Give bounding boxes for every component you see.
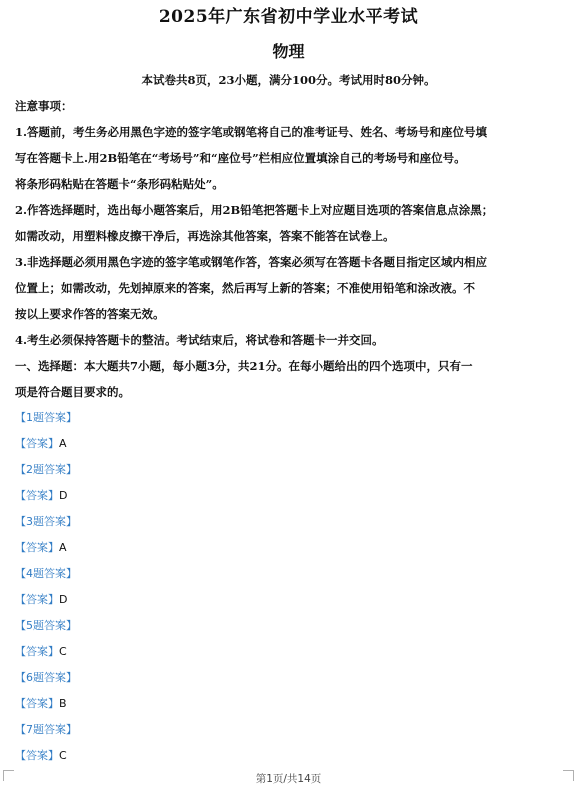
answer-label: 【答案】 xyxy=(15,749,59,762)
answer-label: 【答案】 xyxy=(15,697,59,710)
section-heading-line: 一、选择题：本大题共7小题，每小题3分，共21分。在每小题给出的四个选项中，只有一 xyxy=(15,359,473,373)
notes-line: 2.作答选择题时，选出每小题答案后，用2B铅笔把答题卡上对应题目选项的答案信息点涂黑； xyxy=(15,203,494,217)
notes-section xyxy=(15,97,563,409)
answer-row xyxy=(15,590,315,616)
question-label: 【2题答案】 xyxy=(15,463,77,476)
notes-line: 将条形码粘贴在答题卡“条形码粘贴处”。 xyxy=(15,177,224,191)
answer-value: D xyxy=(59,593,68,606)
notes-line: 4.考生必须保持答题卡的整洁。考试结束后，将试卷和答题卡一并交回。 xyxy=(15,333,384,347)
answer-list xyxy=(15,408,315,772)
answer-label: 【答案】 xyxy=(15,437,59,450)
answer-label: 【答案】 xyxy=(15,645,59,658)
answer-label: 【答案】 xyxy=(15,489,59,502)
answer-row xyxy=(15,538,315,564)
question-label-row xyxy=(15,564,315,590)
answer-row xyxy=(15,694,315,720)
subject-heading: 物理 xyxy=(272,42,305,61)
answer-label: 【答案】 xyxy=(15,593,59,606)
question-label-row xyxy=(15,720,315,746)
section-heading-line: 项是符合题目要求的。 xyxy=(15,385,130,399)
answer-value: A xyxy=(59,437,67,450)
answer-value: A xyxy=(59,541,67,554)
answer-row xyxy=(15,746,315,772)
question-label-row xyxy=(15,616,315,642)
question-label-row xyxy=(15,460,315,486)
question-label: 【5题答案】 xyxy=(15,619,77,632)
question-label: 【4题答案】 xyxy=(15,567,77,580)
question-label: 【7题答案】 xyxy=(15,723,77,736)
answer-label: 【答案】 xyxy=(15,541,59,554)
answer-value: C xyxy=(59,749,67,762)
exam-info: 本试卷共8页，23小题，满分100分。考试用时80分钟。 xyxy=(141,73,436,87)
notes-line: 位置上；如需改动，先划掉原来的答案，然后再写上新的答案；不准使用铅笔和涂改液。不 xyxy=(15,281,475,295)
notes-line: 按以上要求作答的答案无效。 xyxy=(15,307,165,321)
document-title: 2025年广东省初中学业水平考试 xyxy=(158,7,419,27)
notes-line: 1.答题前，考生务必用黑色字迹的签字笔或钢笔将自己的准考证号、姓名、考场号和座位号填 xyxy=(15,125,488,139)
answer-row xyxy=(15,434,315,460)
notes-line: 写在答题卡上.用2B铅笔在“考场号”和“座位号”栏相应位置填涂自己的考场号和座位号。 xyxy=(15,151,466,165)
answer-value: C xyxy=(59,645,67,658)
page-footer: 第1页/共14页 xyxy=(255,773,322,785)
notes-line: 如需改动，用塑料橡皮擦干净后，再选涂其他答案，答案不能答在试卷上。 xyxy=(15,229,395,243)
question-label-row xyxy=(15,408,315,434)
answer-row xyxy=(15,486,315,512)
answer-value: D xyxy=(59,489,68,502)
answer-value: B xyxy=(59,697,67,710)
answer-row xyxy=(15,642,315,668)
question-label: 【6题答案】 xyxy=(15,671,77,684)
question-label-row xyxy=(15,668,315,694)
question-label-row xyxy=(15,512,315,538)
notes-heading: 注意事项： xyxy=(15,99,73,113)
question-label: 【1题答案】 xyxy=(15,411,77,424)
question-label: 【3题答案】 xyxy=(15,515,77,528)
notes-line: 3.非选择题必须用黑色字迹的签字笔或钢笔作答，答案必须写在答题卡各题目指定区域内相应 xyxy=(15,255,488,269)
